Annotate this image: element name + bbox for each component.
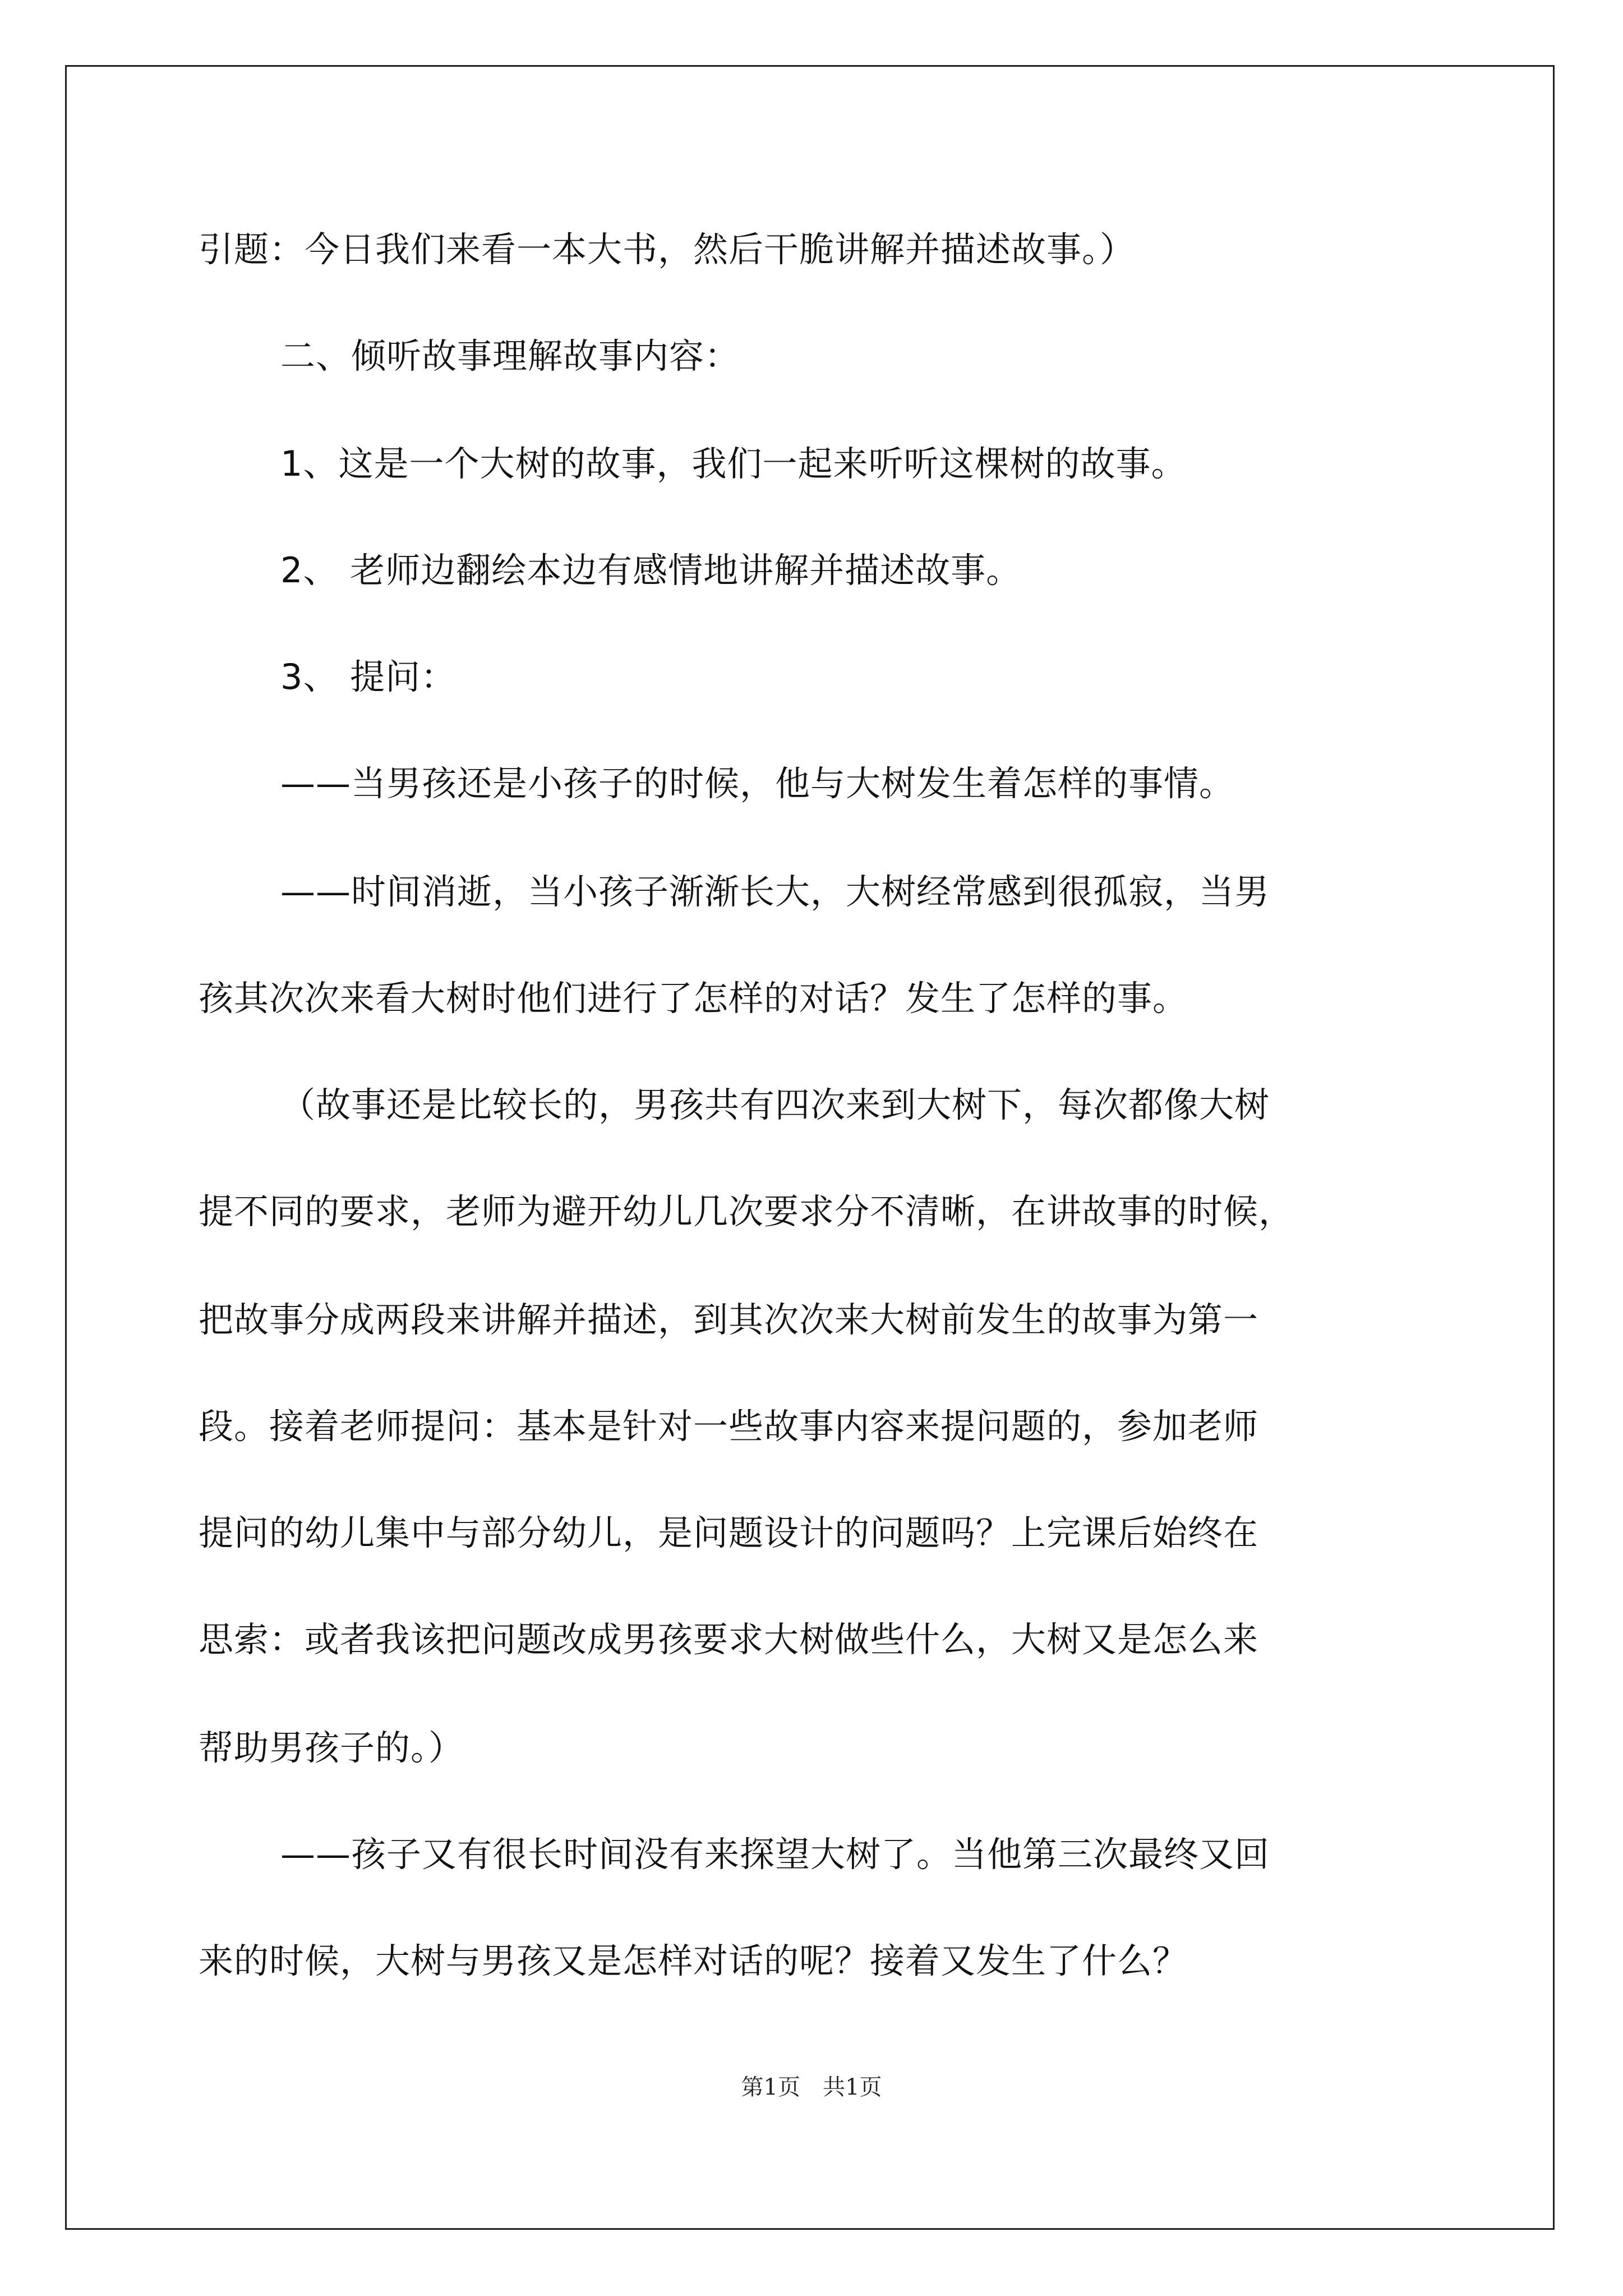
- text-line: ——当男孩还是小孩子的时候，他与大树发生着怎样的事情。: [280, 763, 1235, 804]
- text-line: 1、这是一个大树的故事，我们一起来听听这棵树的故事。: [280, 443, 1187, 484]
- text-line: 3、 提问：: [280, 656, 457, 697]
- text-line: 把故事分成两段来讲解并描述，到其次次来大树前发生的故事为第一: [199, 1299, 1259, 1340]
- section-heading: 二、倾听故事理解故事内容：: [280, 335, 740, 376]
- text-line: 提问的幼儿集中与部分幼儿，是问题设计的问题吗？上完课后始终在: [199, 1512, 1259, 1553]
- text-line: 2、 老师边翻绘本边有感情地讲解并描述故事。: [280, 550, 1022, 591]
- text-line: 引题：今日我们来看一本大书，然后干脆讲解并描述故事。）: [199, 229, 1136, 270]
- text-line: 来的时候，大树与男孩又是怎样对话的呢？接着又发生了什么？: [199, 1940, 1188, 1981]
- text-line: ——孩子又有很长时间没有来探望大树了。当他第三次最终又回: [280, 1834, 1270, 1875]
- page-border: [65, 65, 1555, 2230]
- page-number: 第1页 共1页: [741, 2074, 882, 2100]
- text-line: 帮助男孩子的。）: [199, 1727, 464, 1768]
- text-line: ——时间消逝，当小孩子渐渐长大，大树经常感到很孤寂，当男: [280, 871, 1270, 912]
- text-line: （故事还是比较长的，男孩共有四次来到大树下，每次都像大树: [280, 1084, 1270, 1125]
- text-line: 提不同的要求，老师为避开幼儿几次要求分不清晰，在讲故事的时候，: [199, 1191, 1294, 1232]
- text-line: 段。接着老师提问：基本是针对一些故事内容来提问题的，参加老师: [199, 1406, 1259, 1447]
- text-line: 思索：或者我该把问题改成男孩要求大树做些什么，大树又是怎么来: [199, 1619, 1259, 1660]
- text-line: 孩其次次来看大树时他们进行了怎样的对话？发生了怎样的事。: [199, 978, 1188, 1019]
